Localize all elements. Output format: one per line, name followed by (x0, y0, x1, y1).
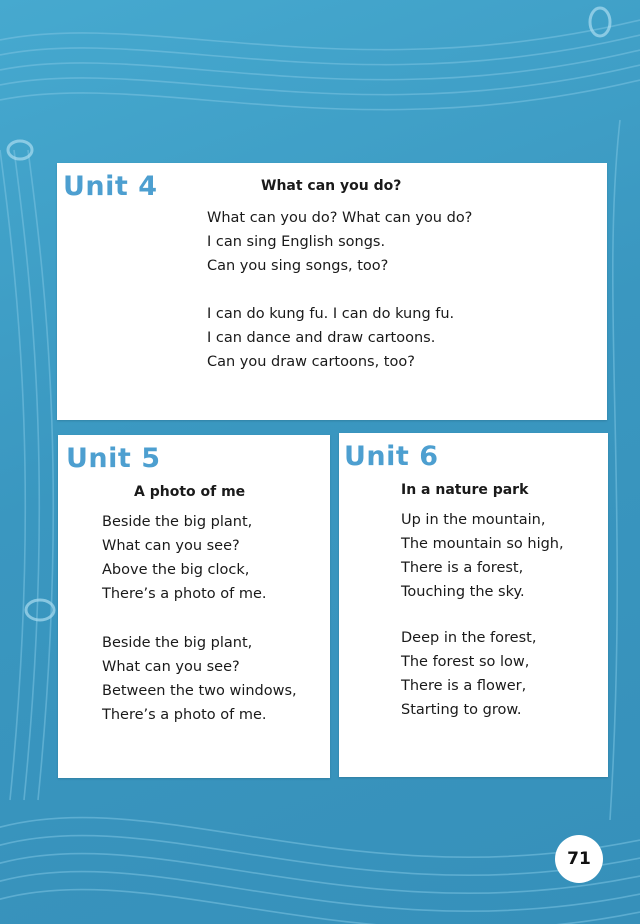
lyric-line: There is a flower, (401, 678, 527, 694)
lyric-line: I can do kung fu. I can do kung fu. (207, 306, 455, 322)
lyric-line: What can you see? (102, 538, 240, 554)
lyric-line: Deep in the forest, (401, 630, 537, 646)
lyric-line: Between the two windows, (102, 683, 297, 699)
lyric-line: Touching the sky. (401, 584, 525, 600)
lyric-line: I can dance and draw cartoons. (207, 330, 436, 346)
lyric-line: The mountain so high, (401, 536, 564, 552)
unit-6-song-title: In a nature park (401, 482, 529, 498)
unit-6-stanza-2 (401, 626, 536, 722)
unit-5-title: Unit 5 (66, 443, 161, 474)
unit-5-song-title: A photo of me (134, 484, 246, 500)
lyric-line: There’s a photo of me. (102, 707, 267, 723)
unit-5-stanza-1 (102, 510, 266, 606)
lyric-line: The forest so low, (401, 654, 530, 670)
lyric-line: What can you see? (102, 659, 240, 675)
lyric-line: What can you do? What can you do? (207, 210, 473, 226)
unit-5-card (58, 435, 330, 778)
lyric-line: Up in the mountain, (401, 512, 546, 528)
lyric-line: Can you sing songs, too? (207, 258, 389, 274)
lyric-line: There is a forest, (401, 560, 524, 576)
lyric-line: Can you draw cartoons, too? (207, 354, 415, 370)
lyric-line: Starting to grow. (401, 702, 522, 718)
unit-4-song-title: What can you do? (261, 178, 402, 194)
unit-4-card (57, 163, 607, 420)
unit-4-stanza-1 (207, 206, 472, 278)
unit-4-stanza-2 (207, 302, 454, 374)
lyric-line: Above the big clock, (102, 562, 250, 578)
lyric-line: Beside the big plant, (102, 635, 253, 651)
page-number-badge: 71 (555, 835, 603, 883)
unit-6-title: Unit 6 (344, 441, 439, 472)
lyric-line: There’s a photo of me. (102, 586, 267, 602)
unit-4-title: Unit 4 (63, 171, 158, 202)
lyric-line: I can sing English songs. (207, 234, 386, 250)
unit-6-stanza-1 (401, 508, 564, 604)
unit-5-stanza-2 (102, 631, 297, 727)
lyric-line: Beside the big plant, (102, 514, 253, 530)
unit-6-card (339, 433, 608, 777)
